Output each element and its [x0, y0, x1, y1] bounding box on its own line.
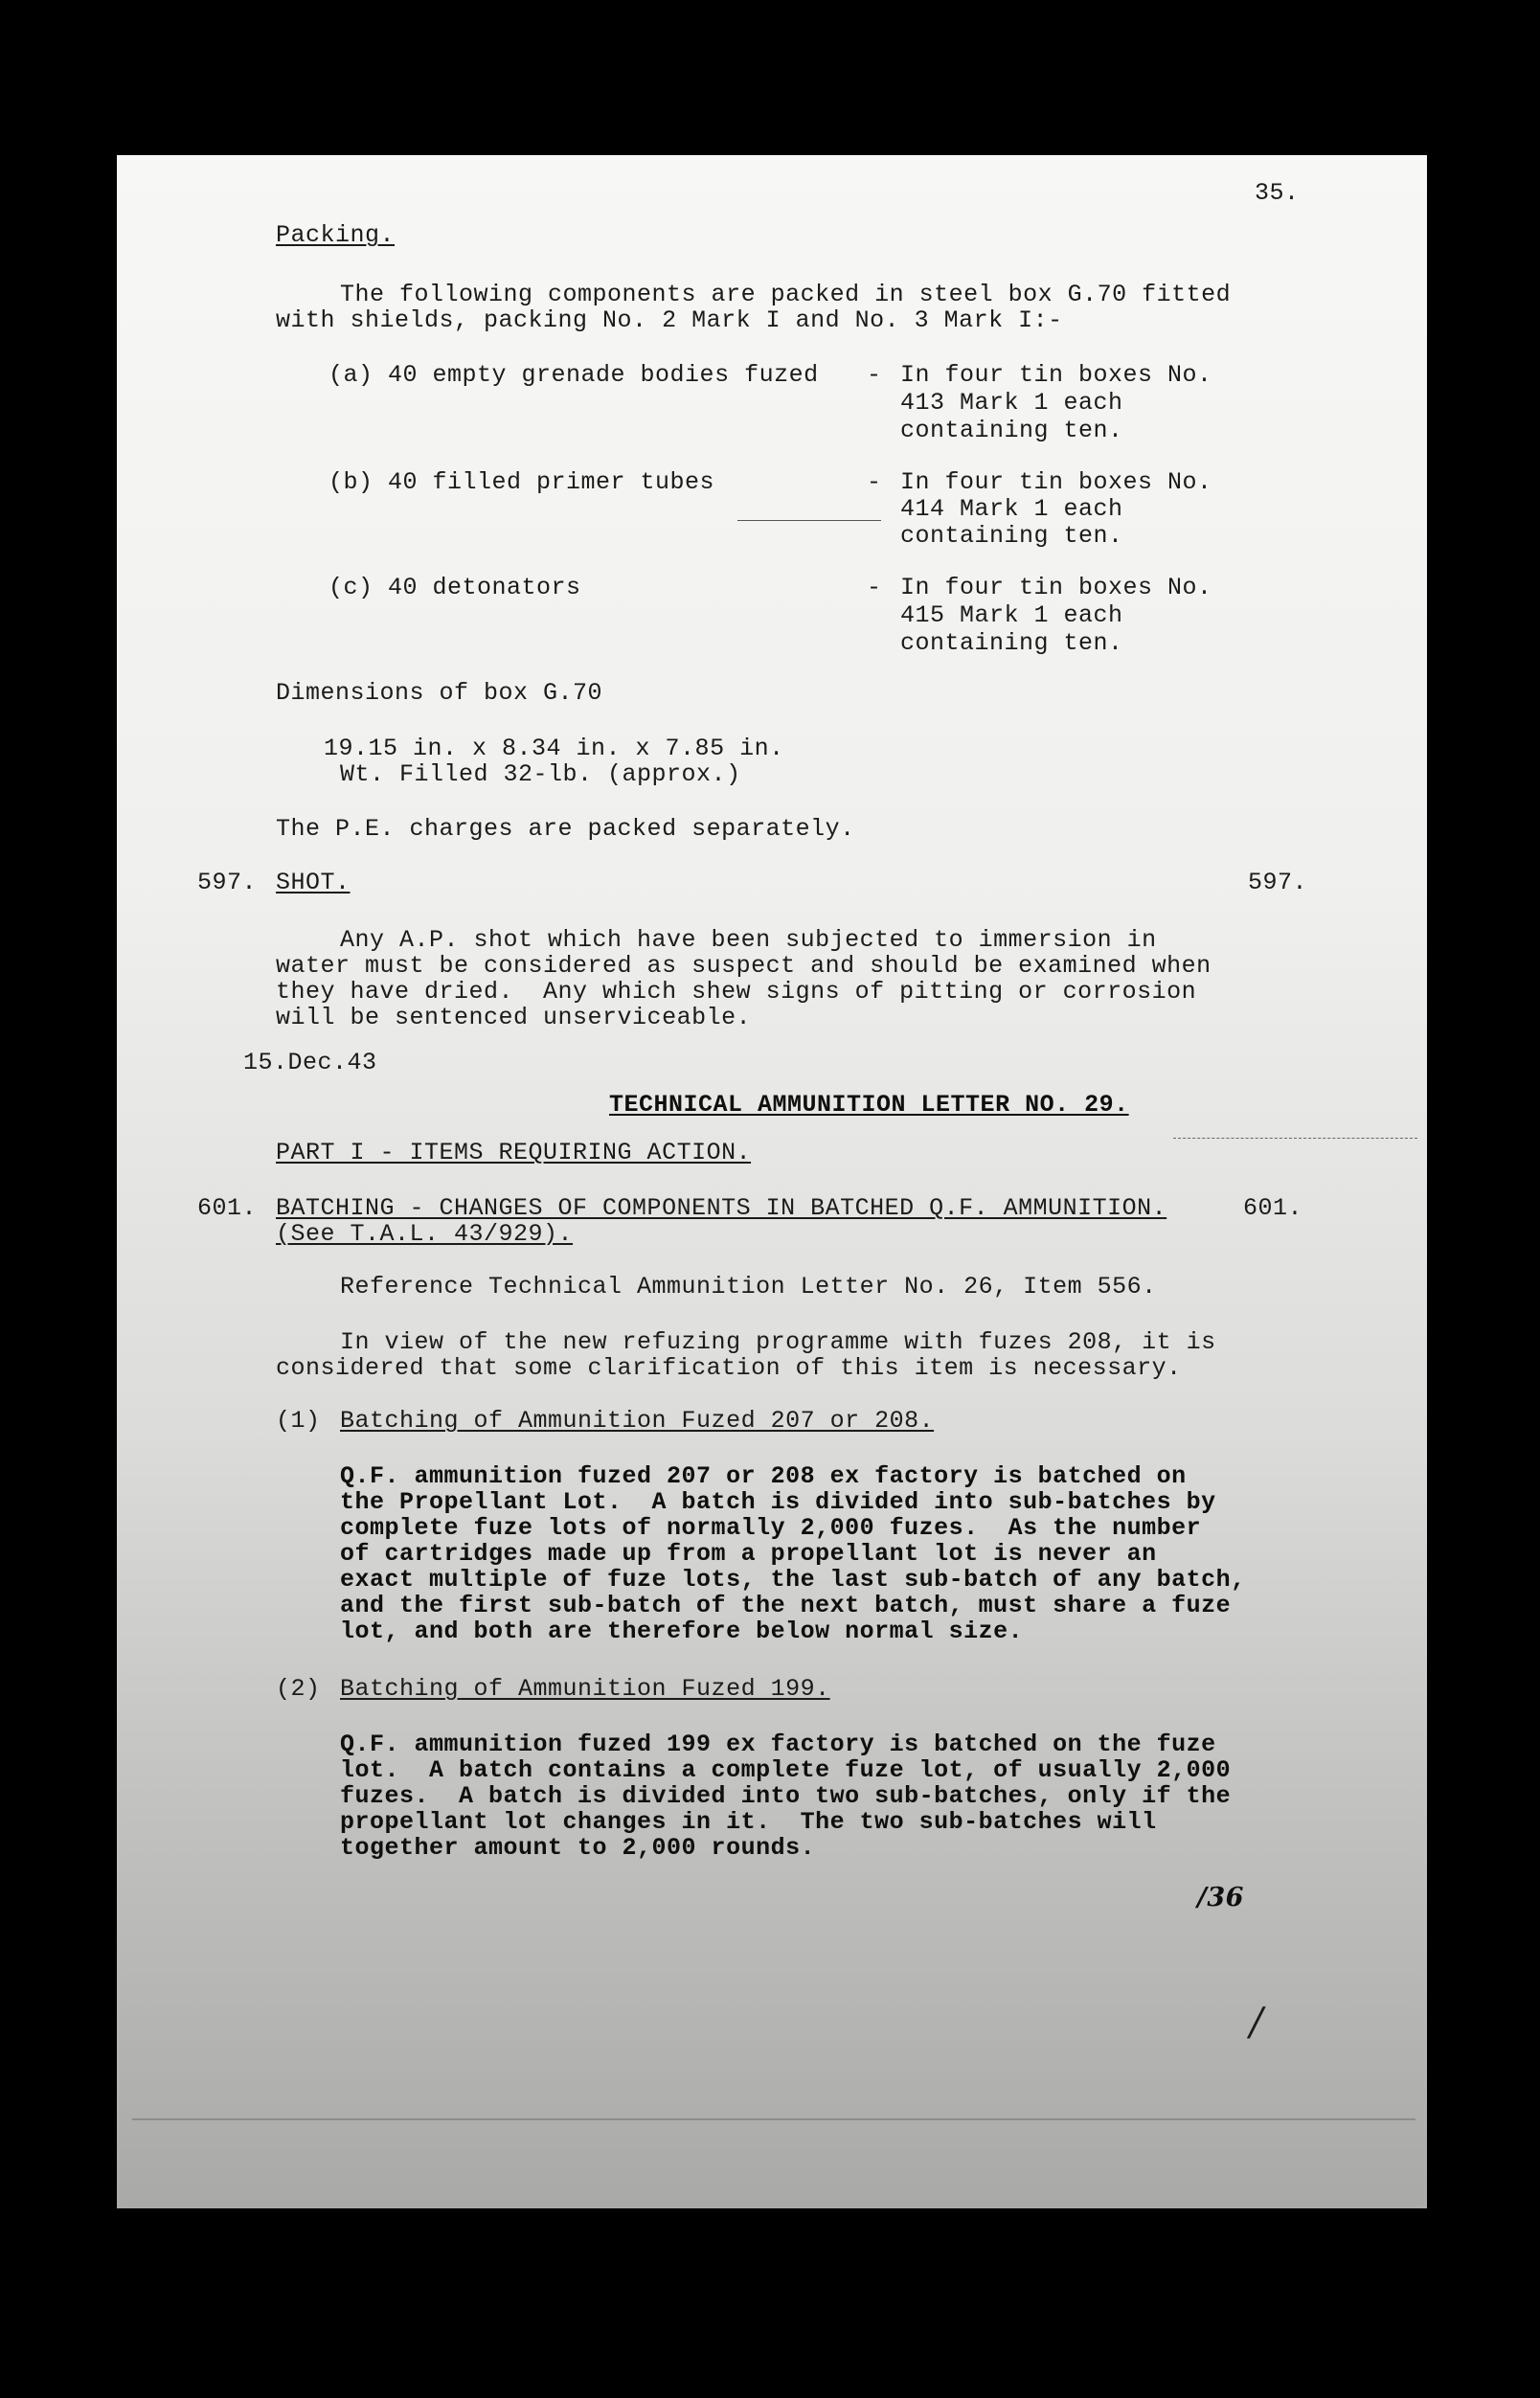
- packing-item-c-dash: -: [867, 574, 882, 601]
- packing-item-a-detail-1: In four tin boxes No.: [900, 361, 1212, 389]
- packing-intro-line-2: with shields, packing No. 2 Mark I and No. 3 Mark I:-: [276, 306, 1063, 334]
- stray-pen-line: [737, 520, 881, 521]
- batching-number-right: 601.: [1243, 1194, 1303, 1222]
- subsection-2-heading: Batching of Ammunition Fuzed 199.: [340, 1675, 830, 1703]
- subsection-2-line-1: Q.F. ammunition fuzed 199 ex factory is batched on the fuze: [340, 1731, 1216, 1758]
- subsection-1-line-4: of cartridges made up from a propellant lot is never an: [340, 1540, 1157, 1568]
- batching-reference-line: Reference Technical Ammunition Letter No. 26, Item 556.: [340, 1273, 1157, 1301]
- packing-item-b-detail-1: In four tin boxes No.: [900, 468, 1212, 496]
- packing-item-c-detail-1: In four tin boxes No.: [900, 574, 1212, 601]
- subsection-2-number: (2): [276, 1675, 321, 1703]
- shot-line-4: will be sentenced unserviceable.: [276, 1004, 752, 1031]
- batching-heading: BATCHING - CHANGES OF COMPONENTS IN BATCHED Q.F. AMMUNITION.: [276, 1194, 1167, 1222]
- subsection-1-heading: Batching of Ammunition Fuzed 207 or 208.: [340, 1407, 935, 1435]
- packing-item-b-label: (b) 40 filled primer tubes: [328, 468, 715, 496]
- dimensions-line-1: 19.15 in. x 8.34 in. x 7.85 in.: [324, 735, 784, 762]
- page-number: 35.: [1255, 179, 1300, 207]
- packing-heading: Packing.: [276, 221, 396, 249]
- packing-intro-line-1: The following components are packed in steel box G.70 fitted: [340, 281, 1232, 308]
- packing-item-a-dash: -: [867, 361, 882, 389]
- page-bottom-edge: [132, 2118, 1415, 2120]
- packing-item-a-detail-2: 413 Mark 1 each: [900, 389, 1123, 417]
- subsection-1-line-2: the Propellant Lot. A batch is divided into sub-batches by: [340, 1488, 1216, 1516]
- subsection-1-number: (1): [276, 1407, 321, 1435]
- subsection-1-line-5: exact multiple of fuze lots, the last sub-batch of any batch,: [340, 1566, 1246, 1594]
- shot-number-right: 597.: [1248, 869, 1308, 896]
- shot-line-1: Any A.P. shot which have been subjected to immersion in: [340, 926, 1157, 954]
- shot-number-left: 597.: [197, 869, 258, 896]
- packing-item-c-detail-2: 415 Mark 1 each: [900, 601, 1123, 629]
- dimensions-heading: Dimensions of box G.70: [276, 679, 603, 707]
- packing-item-b-detail-2: 414 Mark 1 each: [900, 495, 1123, 523]
- pen-tick-mark: /: [1250, 2001, 1263, 2045]
- subsection-1-line-6: and the first sub-batch of the next batch, must share a fuze: [340, 1592, 1232, 1619]
- dotted-rule: [1173, 1138, 1417, 1139]
- packing-item-a-detail-3: containing ten.: [900, 417, 1123, 444]
- subsection-1-line-3: complete fuze lots of normally 2,000 fuzes. As the number: [340, 1514, 1202, 1542]
- packing-item-c-detail-3: containing ten.: [900, 629, 1123, 657]
- part-heading: PART I - ITEMS REQUIRING ACTION.: [276, 1139, 752, 1166]
- date-stamp: 15.Dec.43: [243, 1049, 377, 1076]
- continuation-mark: /36: [1197, 1883, 1244, 1912]
- subsection-1-line-7: lot, and both are therefore below normal size.: [340, 1618, 1024, 1645]
- subsection-1-line-1: Q.F. ammunition fuzed 207 or 208 ex factory is batched on: [340, 1462, 1187, 1490]
- batching-see-reference: (See T.A.L. 43/929).: [276, 1220, 574, 1248]
- subsection-2-line-3: fuzes. A batch is divided into two sub-batches, only if the: [340, 1782, 1232, 1810]
- packing-item-b-dash: -: [867, 468, 882, 496]
- shot-line-2: water must be considered as suspect and should be examined when: [276, 952, 1212, 980]
- letter-title: TECHNICAL AMMUNITION LETTER NO. 29.: [609, 1091, 1129, 1119]
- subsection-2-line-5: together amount to 2,000 rounds.: [340, 1834, 816, 1862]
- subsection-2-line-2: lot. A batch contains a complete fuze lot, of usually 2,000: [340, 1756, 1232, 1784]
- packing-item-b-detail-3: containing ten.: [900, 522, 1123, 550]
- dimensions-line-2: Wt. Filled 32-lb. (approx.): [340, 760, 741, 788]
- pe-charges-note: The P.E. charges are packed separately.: [276, 815, 855, 843]
- shot-heading: SHOT.: [276, 869, 351, 896]
- batching-view-line-2: considered that some clarification of this item is necessary.: [276, 1354, 1182, 1382]
- packing-item-c-label: (c) 40 detonators: [328, 574, 581, 601]
- batching-number-left: 601.: [197, 1194, 258, 1222]
- packing-item-a-label: (a) 40 empty grenade bodies fuzed: [328, 361, 819, 389]
- subsection-2-line-4: propellant lot changes in it. The two sub-batches will: [340, 1808, 1157, 1836]
- shot-line-3: they have dried. Any which shew signs of pitting or corrosion: [276, 978, 1197, 1006]
- batching-view-line-1: In view of the new refuzing programme with fuzes 208, it is: [340, 1328, 1216, 1356]
